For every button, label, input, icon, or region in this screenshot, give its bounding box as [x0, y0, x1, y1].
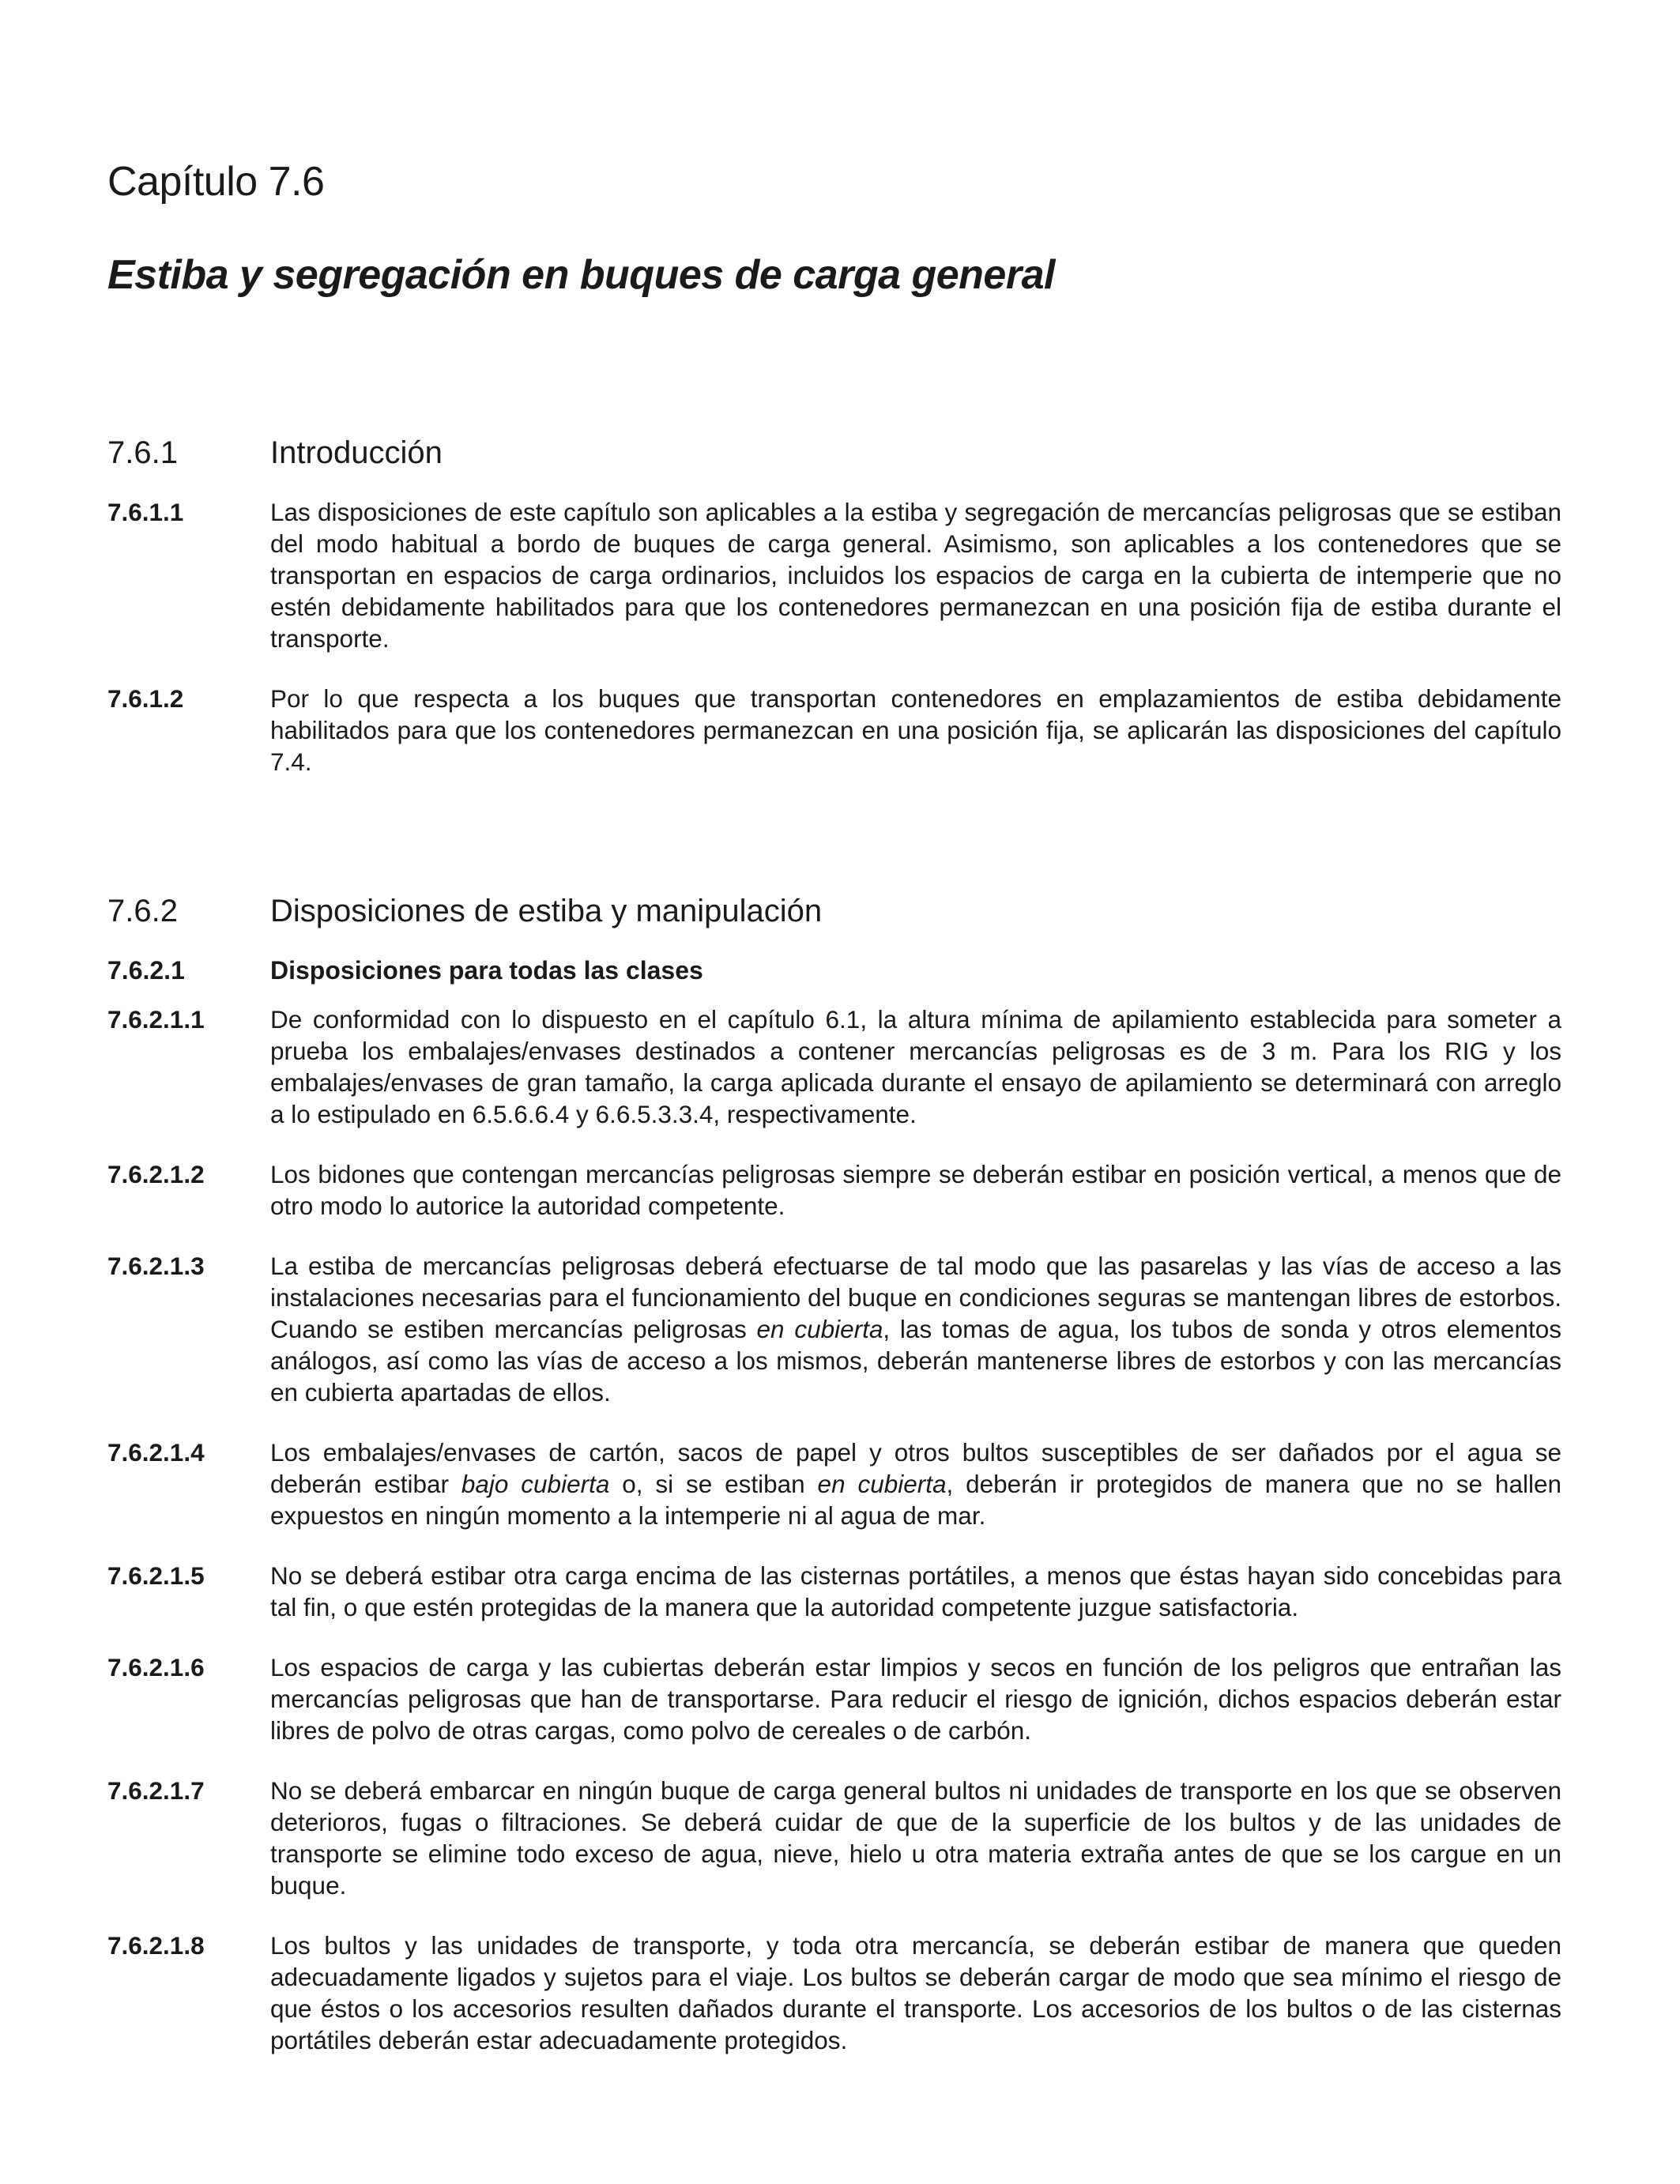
paragraph-number: 7.6.2.1.4 — [107, 1438, 205, 1467]
paragraph-number: 7.6.2.1.7 — [107, 1776, 205, 1805]
paragraph-text: No se deberá embarcar en ningún buque de carga general bultos ni unidades de transporte en los que se observen deterioros, fugas o filtraciones. Se deberá cuidar de que de la superficie de los bultos y de las unidades de transporte se elimine todo exceso de agua, nieve, hielo u otra materia extraña antes de que se los cargue en un buque. — [270, 1776, 1561, 1900]
paragraph-number: 7.6.2.1.8 — [107, 1931, 205, 1960]
subsection-title: Disposiciones para todas las clases — [270, 956, 703, 985]
subsection-heading — [107, 955, 1561, 986]
paragraph-text: De conformidad con lo dispuesto en el capítulo 6.1, la altura mínima de apilamiento establecida para someter a prueba los embalajes/envases destinados a contener mercancías peligrosas es de 3 m. Para los RIG y los embalajes/envases de gran tamaño, la carga aplicada durante el ensayo de apilamiento se determinará con arreglo a lo estipulado en 6.5.6.6.4 y 6.6.5.3.3.4, respectivamente. — [270, 1005, 1561, 1128]
paragraph — [107, 1930, 1561, 2056]
section-heading — [107, 891, 1561, 931]
paragraph-text — [270, 1437, 1561, 1531]
section-spacer — [107, 806, 1561, 891]
text-segment: , deberán ir protegidos de manera que no se hallen expuestos en ningún momento a la intemperie ni al agua de mar. — [270, 1470, 1561, 1530]
text-segment: Los embalajes/envases de cartón, sacos de papel y otros bultos susceptibles de ser dañados por el agua se deberán estibar — [270, 1438, 1561, 1498]
paragraph-text — [270, 1250, 1561, 1408]
section-number: 7.6.1 — [107, 435, 178, 470]
italic-term: bajo cubierta — [461, 1470, 610, 1498]
paragraph — [107, 1004, 1561, 1130]
section-introduccion — [107, 433, 1561, 778]
paragraph-number: 7.6.1.2 — [107, 684, 184, 713]
paragraph-number: 7.6.2.1.1 — [107, 1005, 205, 1034]
paragraph — [107, 1437, 1561, 1531]
paragraph — [107, 1250, 1561, 1408]
section-title: Disposiciones de estiba y manipulación — [270, 894, 823, 928]
paragraph-number: 7.6.1.1 — [107, 498, 184, 526]
paragraph — [107, 1560, 1561, 1623]
chapter-title: Capítulo 7.6 — [107, 159, 325, 205]
paragraph-text: Los espacios de carga y las cubiertas deberán estar limpios y secos en función de los peligros que entrañan las mercancías peligrosas que han de transportarse. Para reducir el riesgo de ignición, dichos espacios deberán estar libres de polvo de otras cargas, como polvo de cereales o de carbón. — [270, 1653, 1561, 1745]
italic-term: en cubierta — [756, 1315, 883, 1343]
section-heading — [107, 433, 1561, 473]
paragraph-number: 7.6.2.1.2 — [107, 1160, 205, 1188]
paragraph — [107, 683, 1561, 778]
subsection-number: 7.6.2.1 — [107, 956, 185, 985]
text-segment: , las tomas de agua, los tubos de sonda y otros elementos análogos, así como las vías de acceso a los mismos, deberán mantenerse libres de estorbos y con las mercancías en cubierta apartadas de ellos. — [270, 1315, 1561, 1406]
text-segment: o, si se estiban — [609, 1470, 818, 1498]
paragraph-number: 7.6.2.1.6 — [107, 1653, 205, 1681]
paragraph-text: No se deberá estibar otra carga encima de las cisternas portátiles, a menos que éstas hayan sido concebidas para tal fin, o que estén protegidas de la manera que la autoridad competente juzgue satisfactoria. — [270, 1561, 1561, 1621]
paragraph-text: Las disposiciones de este capítulo son aplicables a la estiba y segregación de mercancías peligrosas que se estiban del modo habitual a bordo de buques de carga general. Asimismo, son aplicables a los contenedores que se transportan en espacios de carga ordinarios, incluidos los espacios de carga en la cubierta de intemperie que no estén debidamente habilitados para que los contenedores permanezcan en una posición fija de estiba durante el transporte. — [270, 498, 1561, 653]
paragraph-number: 7.6.2.1.5 — [107, 1561, 205, 1590]
paragraph — [107, 496, 1561, 654]
italic-term: en cubierta — [817, 1470, 947, 1498]
section-disposiciones-estiba — [107, 891, 1561, 2056]
section-number: 7.6.2 — [107, 894, 178, 928]
paragraph-text: Los bidones que contengan mercancías peligrosas siempre se deberán estibar en posición vertical, a menos que de otro modo lo autorice la autoridad competente. — [270, 1160, 1561, 1220]
paragraph — [107, 1158, 1561, 1222]
paragraph-text: Los bultos y las unidades de transporte, y toda otra mercancía, se deberán estibar de manera que queden adecuadamente ligados y sujetos para el viaje. Los bultos se deberán cargar de modo que sea mínimo el riesgo de que éstos o los accesorios resulten dañados durante el transporte. Los accesorios de los bultos o de las cisternas portátiles deberán estar adecuadamente protegidos. — [270, 1931, 1561, 2054]
paragraph — [107, 1775, 1561, 1901]
paragraph — [107, 1651, 1561, 1746]
text-segment: La estiba de mercancías peligrosas deberá efectuarse de tal modo que las pasarelas y las vías de acceso a las instalaciones necesarias para el funcionamiento del buque en condiciones seguras se mantengan libres de estorbos. Cuando se estiben mercancías peligrosas — [270, 1252, 1561, 1343]
section-title: Introducción — [270, 435, 443, 470]
paragraph-number: 7.6.2.1.3 — [107, 1252, 205, 1280]
document-body — [107, 433, 1561, 2084]
chapter-subtitle: Estiba y segregación en buques de carga general — [107, 252, 1055, 298]
paragraph-text: Por lo que respecta a los buques que transportan contenedores en emplazamientos de estiba debidamente habilitados para que los contenedores permanezcan en una posición fija, se aplicarán las disposiciones del capítulo 7.4. — [270, 684, 1561, 776]
